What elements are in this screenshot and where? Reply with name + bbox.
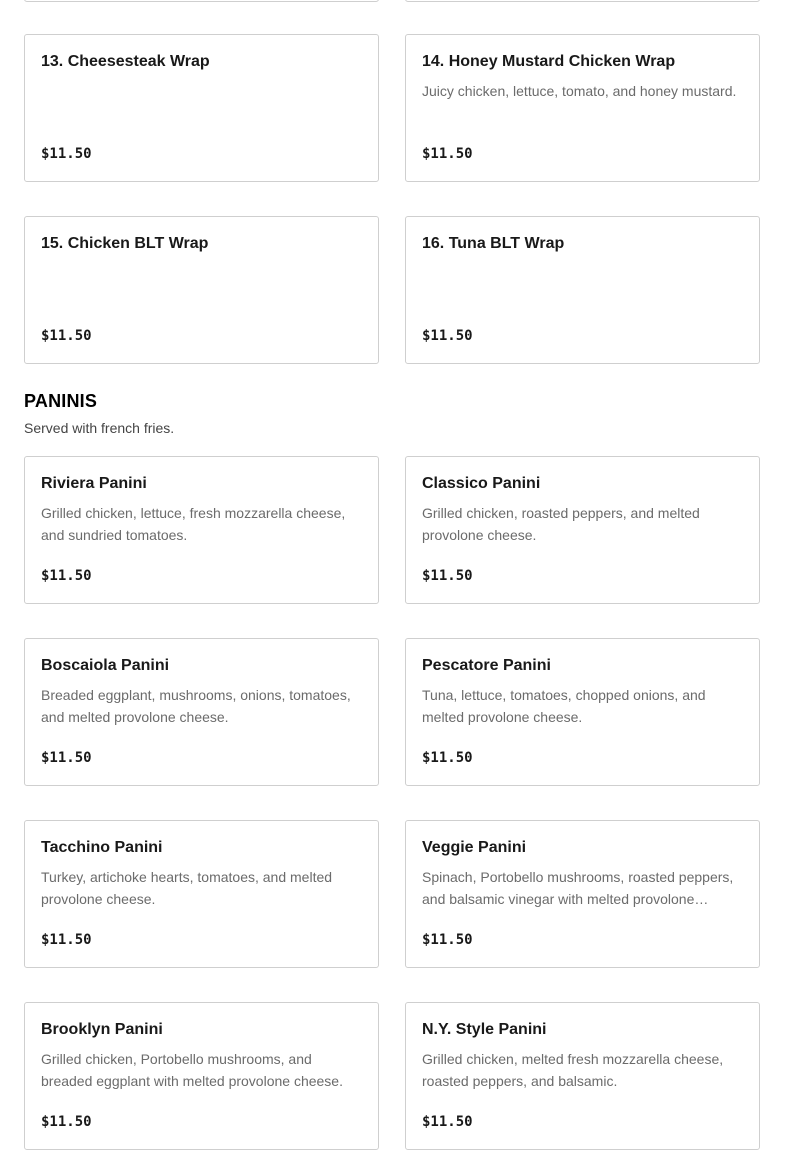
menu-item-name: 16. Tuna BLT Wrap (422, 235, 565, 252)
menu-item-card[interactable] (405, 216, 760, 364)
menu-item-card-partial[interactable] (405, 0, 760, 2)
menu-item-description: Grilled chicken, Portobello mushrooms, and breaded eggplant with melted provolone cheese. (41, 1051, 343, 1089)
menu-item-name: Pescatore Panini (422, 657, 551, 674)
menu-item-card[interactable] (24, 216, 379, 364)
menu-item-price: $11.50 (41, 568, 92, 584)
menu-item-price: $11.50 (41, 1114, 92, 1130)
menu-item-price: $11.50 (41, 750, 92, 766)
section-title: PANINIS (24, 391, 98, 411)
menu-item-price: $11.50 (422, 146, 473, 162)
menu-item-name: Boscaiola Panini (41, 657, 170, 674)
menu-item-card-partial[interactable] (24, 0, 379, 2)
menu-item-card[interactable] (24, 1002, 379, 1150)
menu-item-description: Juicy chicken, lettuce, tomato, and honey mustard. (422, 83, 737, 99)
menu-item-name: Veggie Panini (422, 839, 527, 856)
menu-item-card[interactable] (405, 456, 760, 604)
menu-item-description: Grilled chicken, melted fresh mozzarella cheese, roasted peppers, and balsamic. (422, 1051, 724, 1089)
menu-item-description: Grilled chicken, roasted peppers, and melted provolone cheese. (422, 505, 700, 543)
menu-item-card[interactable] (24, 456, 379, 604)
menu-item-price: $11.50 (41, 932, 92, 948)
menu-item-card[interactable] (405, 1002, 760, 1150)
menu-item-name: N.Y. Style Panini (422, 1021, 547, 1038)
menu-item-description: Grilled chicken, lettuce, fresh mozzarella cheese, and sundried tomatoes. (41, 505, 346, 543)
menu-item-price: $11.50 (41, 328, 92, 344)
menu-item-price: $11.50 (422, 1114, 473, 1130)
menu-item-name: Tacchino Panini (41, 839, 163, 856)
menu-item-description: Tuna, lettuce, tomatoes, chopped onions, and melted provolone cheese. (422, 687, 706, 725)
menu-item-card[interactable] (405, 638, 760, 786)
menu-item-card[interactable] (405, 820, 760, 968)
menu-item-card[interactable] (24, 34, 379, 182)
menu-item-name: 13. Cheesesteak Wrap (41, 53, 210, 70)
menu-item-name: Riviera Panini (41, 475, 147, 492)
menu-item-name: Brooklyn Panini (41, 1021, 163, 1038)
menu-item-description: Spinach, Portobello mushrooms, roasted peppers, and balsamic vinegar with melted provolone… (422, 869, 734, 907)
menu-item-description: Turkey, artichoke hearts, tomatoes, and melted provolone cheese. (41, 869, 333, 907)
menu-item-name: 14. Honey Mustard Chicken Wrap (422, 53, 676, 70)
menu-item-price: $11.50 (41, 146, 92, 162)
menu-item-price: $11.50 (422, 568, 473, 584)
menu-item-price: $11.50 (422, 932, 473, 948)
menu-item-card[interactable] (405, 34, 760, 182)
menu-item-price: $11.50 (422, 750, 473, 766)
menu-item-card[interactable] (24, 638, 379, 786)
menu-item-name: 15. Chicken BLT Wrap (41, 235, 209, 252)
menu-item-name: Classico Panini (422, 475, 541, 492)
menu-item-description: Breaded eggplant, mushrooms, onions, tomatoes, and melted provolone cheese. (41, 687, 351, 725)
menu-item-price: $11.50 (422, 328, 473, 344)
menu-item-card[interactable] (24, 820, 379, 968)
section-subtitle: Served with french fries. (24, 420, 175, 436)
